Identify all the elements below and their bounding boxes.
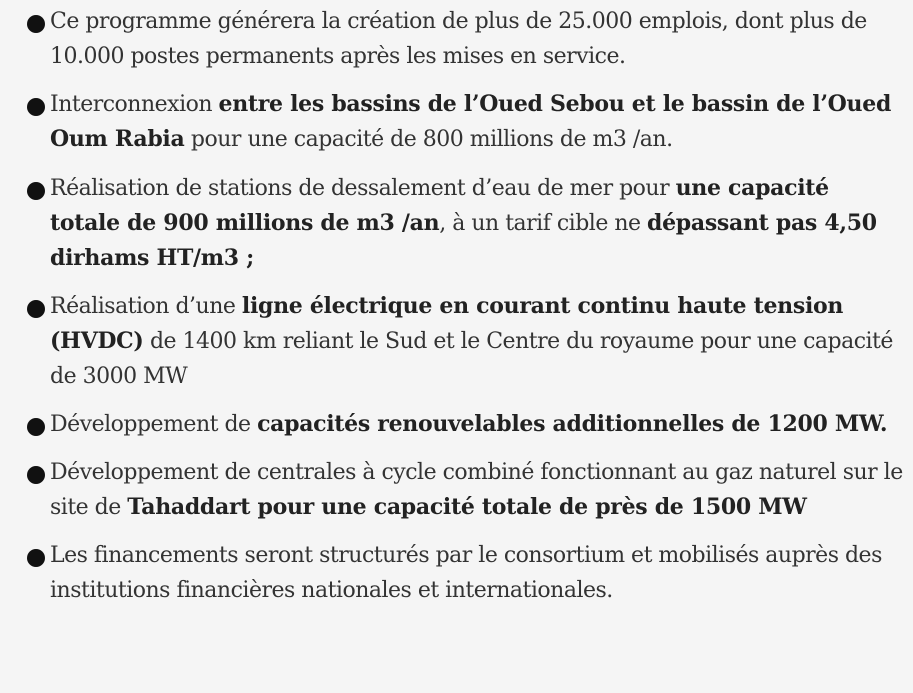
item-bold-text: Tahaddart pour une capacité totale de près de 1500 MW	[127, 494, 807, 520]
item-text: Réalisation d’une	[50, 294, 242, 319]
item-text: Développement de	[50, 412, 258, 437]
list-item-centrales	[0, 455, 913, 525]
item-text: Développement de centrales à cycle combiné fonctionnant au gaz naturel sur le site de	[50, 460, 903, 520]
list-item-dessalement	[0, 171, 913, 276]
list-item-interconnexion	[0, 87, 913, 157]
item-text: , à un tarif cible ne	[439, 211, 648, 236]
item-text: Ce programme générera la création de plus de 25.000 emplois, dont plus de 10.000 postes permanents après les mises en service.	[50, 9, 867, 69]
item-text: Interconnexion	[50, 92, 219, 117]
item-bold-text: capacités renouvelables additionnelles de 1200 MW.	[257, 411, 888, 437]
item-text: Les financements seront structurés par le consortium et mobilisés auprès des institutions financières nationales et internationales.	[50, 543, 882, 603]
item-bold-text: dépassant pas 4,50 dirhams HT/m3 ;	[50, 210, 877, 271]
bullet-icon	[27, 549, 45, 567]
list-item-jobs	[0, 4, 913, 74]
bullet-icon	[27, 466, 45, 484]
bullet-icon	[27, 300, 45, 318]
item-text: pour une capacité de 800 millions de m3 /an.	[184, 127, 673, 152]
item-text: de 1400 km reliant le Sud et le Centre du royaume pour une capacité de 3000 MW	[50, 329, 893, 389]
item-text: Réalisation de stations de dessalement d’eau de mer pour	[50, 176, 676, 201]
item-bold-text: ligne électrique en courant continu haute tension (HVDC)	[50, 293, 844, 354]
list-item-financements	[0, 538, 913, 608]
list-item-hvdc	[0, 289, 913, 394]
bullet-icon	[27, 418, 45, 436]
list-item-renouvelables	[0, 407, 913, 442]
bullet-icon	[27, 98, 45, 116]
item-bold-text: une capacité totale de 900 millions de m3 /an	[50, 175, 829, 236]
item-bold-text: entre les bassins de l’Oued Sebou et le bassin de l’Oued Oum Rabia	[50, 91, 892, 152]
bullet-icon	[27, 15, 45, 33]
bullet-icon	[27, 182, 45, 200]
